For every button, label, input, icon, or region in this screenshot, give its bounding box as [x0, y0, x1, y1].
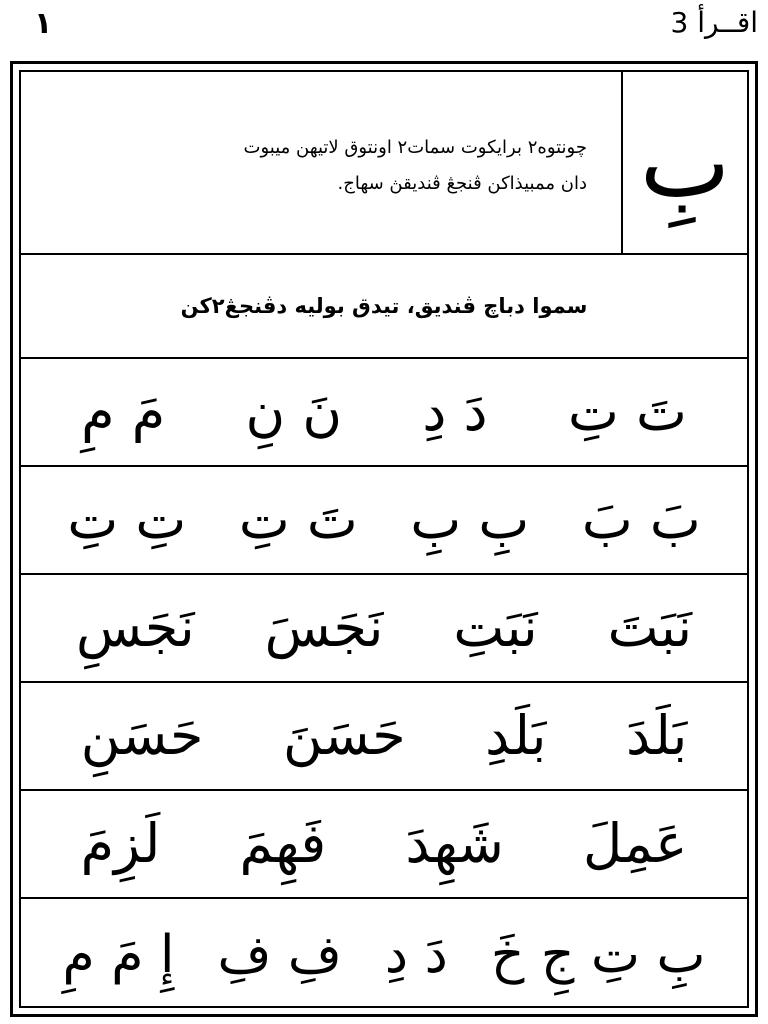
book-title: اقــرأ 3 [670, 6, 758, 39]
practice-word: لَزِمَ [80, 812, 161, 875]
practice-word: بِ تِ جِ خَ [490, 925, 706, 985]
practice-word: مَ مِ [81, 380, 166, 443]
practice-word: دَ دِ [422, 380, 488, 443]
practice-row-2 [21, 467, 747, 575]
practice-row-5 [21, 791, 747, 899]
practice-word: حَسَنِ [80, 704, 204, 767]
practice-word: تِ تِ [67, 488, 187, 551]
lesson-header-row [21, 72, 747, 255]
practice-word: فِ فِ [217, 925, 342, 985]
practice-word: بَلَدَ [625, 704, 688, 767]
lesson-instruction [61, 130, 587, 202]
sub-instruction-row [21, 255, 747, 359]
practice-word: إِ مَ مِ [62, 925, 175, 985]
practice-word: عَمِلَ [583, 812, 688, 875]
practice-word: تَ تِ [567, 380, 687, 443]
practice-row-4 [21, 683, 747, 791]
practice-word: نَبَتَ [607, 596, 693, 659]
practice-word: نَجَسَ [264, 596, 384, 659]
practice-word: دَ دِ [384, 925, 448, 985]
page-header [0, 0, 768, 60]
practice-row-1 [21, 359, 747, 467]
instruction-line-1: چونتوه٢ برايكوت سمات٢ اونتوق لاتيهن ميبوت [243, 137, 587, 158]
practice-word: نَبَتِ [453, 596, 538, 659]
practice-word: بَلَدِ [485, 704, 547, 767]
practice-word: بَ بَ [581, 488, 701, 551]
practice-word: بِ بِ [410, 488, 530, 551]
practice-word: نَجَسِ [75, 596, 195, 659]
lesson-frame [10, 61, 758, 1017]
instruction-line-2: دان ممبيذاكن ڤنجڠ ڤنديقڽ سهاج. [337, 173, 587, 194]
lesson-table [19, 70, 749, 1008]
practice-word: فَهِمَ [239, 812, 327, 875]
practice-word: حَسَنَ [282, 704, 406, 767]
practice-word: نَ نِ [245, 380, 343, 443]
practice-row-3 [21, 575, 747, 683]
practice-word: تَ تِ [238, 488, 358, 551]
practice-row-6 [21, 899, 747, 1011]
page-number: ١ [34, 6, 53, 41]
sub-instruction: سموا دباچ ڤنديق، تيدق بوليه دڤنجڠ٢كن [180, 294, 588, 318]
practice-word: شَهِدَ [405, 812, 504, 875]
lesson-letter: بِ [621, 72, 747, 253]
